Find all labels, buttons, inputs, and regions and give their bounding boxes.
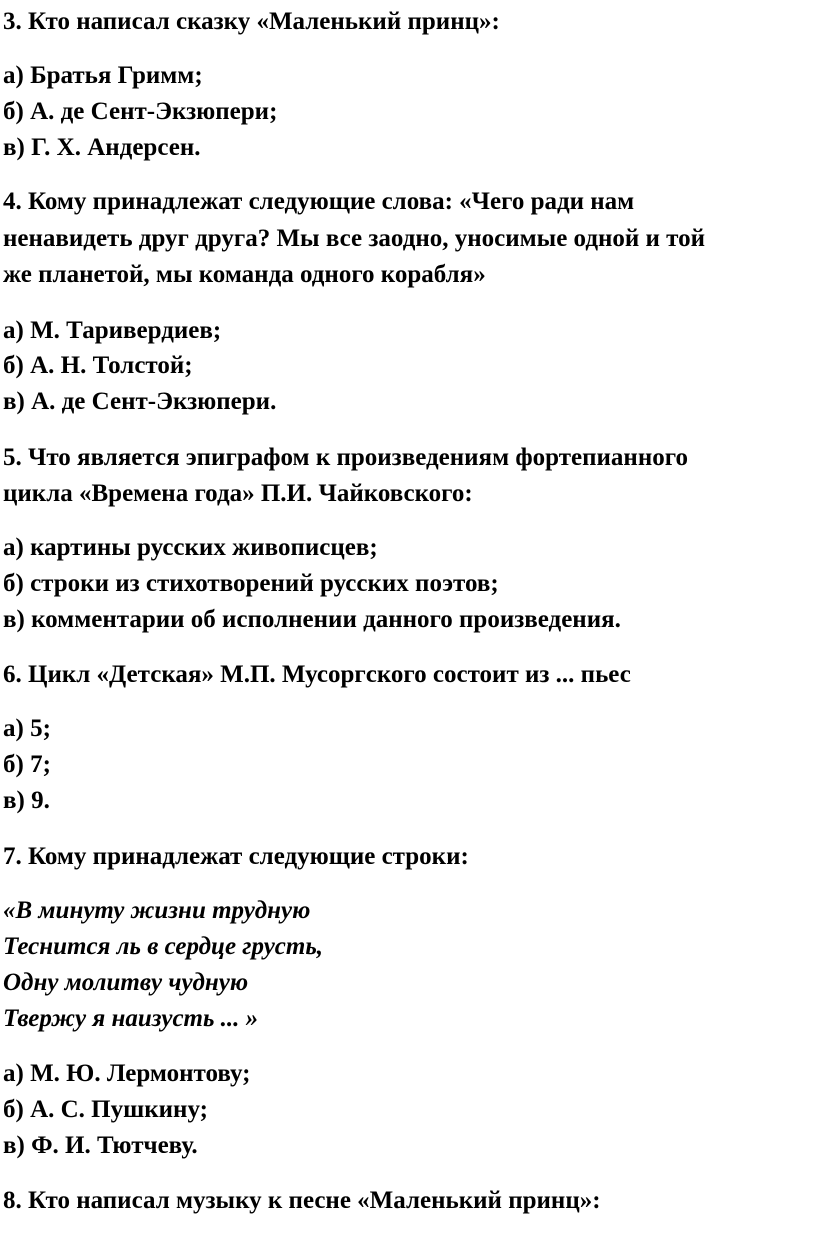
question-4-option-c: в) А. де Сент-Экзюпери. <box>3 388 277 415</box>
question-4-option-a: а) М. Таривердиев; <box>3 317 222 344</box>
question-5-option-b: б) строки из стихотворений русских поэтов; <box>3 570 499 597</box>
question-7-text: 7. Кому принадлежат следующие строки: <box>3 843 469 870</box>
question-3-option-a: а) Братья Гримм; <box>3 62 203 89</box>
question-3-option-c: в) Г. Х. Андерсен. <box>3 134 201 161</box>
question-6-option-c: в) 9. <box>3 787 50 814</box>
question-5-option-c: в) комментарии об исполнении данного произведения. <box>3 606 621 633</box>
poem-line-3: Одну молитву чудную <box>3 969 249 996</box>
poem-line-1: «В минуту жизни трудную <box>3 897 311 924</box>
question-6-text: 6. Цикл «Детская» М.П. Мусоргского состоит из ... пьес <box>3 661 631 688</box>
question-8-text: 8. Кто написал музыку к песне «Маленький принц»: <box>3 1187 601 1214</box>
question-3-option-b: б) А. де Сент-Экзюпери; <box>3 98 278 125</box>
question-6-option-a: а) 5; <box>3 715 51 742</box>
question-4-text-line-2: ненавидеть друг друга? Мы все заодно, уносимые одной и той <box>3 225 706 252</box>
question-4-text-line-1: 4. Кому принадлежат следующие слова: «Чего ради нам <box>3 188 635 215</box>
question-4-text-line-3: же планетой, мы команда одного корабля» <box>3 261 486 288</box>
question-5-text-line-2: цикла «Времена года» П.И. Чайковского: <box>3 480 473 507</box>
poem-line-2: Теснится ль в сердце грусть, <box>3 933 324 960</box>
question-5-option-a: а) картины русских живописцев; <box>3 534 378 561</box>
question-4-option-b: б) А. Н. Толстой; <box>3 352 193 379</box>
question-7-option-a: а) М. Ю. Лермонтову; <box>3 1060 251 1087</box>
question-6-option-b: б) 7; <box>3 751 51 778</box>
question-7-option-b: б) А. С. Пушкину; <box>3 1096 208 1123</box>
question-5-text-line-1: 5. Что является эпиграфом к произведениям фортепианного <box>3 444 688 471</box>
question-7-option-c: в) Ф. И. Тютчеву. <box>3 1132 198 1159</box>
question-3-text: 3. Кто написал сказку «Маленький принц»: <box>3 8 500 35</box>
poem-line-4: Твержу я наизусть ... » <box>3 1005 259 1032</box>
